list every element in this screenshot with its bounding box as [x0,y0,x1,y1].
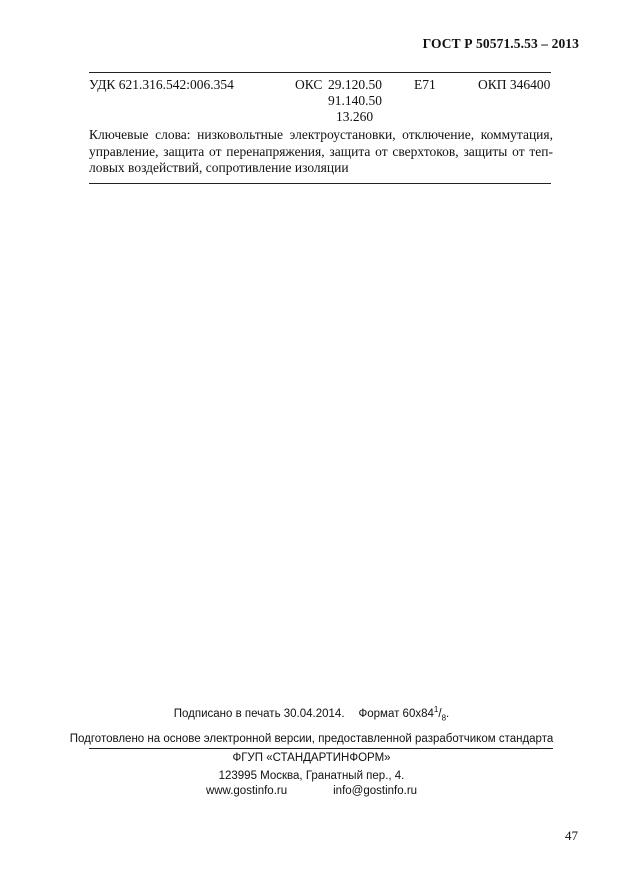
publisher-contacts [0,785,623,797]
oks-code: 29.120.50 [328,77,382,92]
prepared-note: Подготовлено на основе электронной версии, предоставленной разработчиком стандарта [69,733,554,745]
keywords-line: ловых воздействий, сопротивление изоляции [89,160,349,175]
format-info: Формат $60x84^1/_8$. [358,705,450,723]
keywords-line: управление, защита от перенапряжения, защита от сверхтоков, защиты от теп- [89,143,553,159]
oks-code: 91.140.50 [328,93,382,108]
okp-code: ОКП 346400 [478,77,551,92]
signed-date: Подписано в печать 30.04.2014. [173,707,345,720]
publisher-name: ФГУП «СТАНДАРТИНФОРМ» [232,752,391,764]
website-link[interactable]: www.gostinfo.ru [205,785,288,797]
udk-code: УДК 621.316.542:006.354 [89,77,234,92]
page-number: 47 [565,828,578,843]
oks-code: 13.260 [336,109,374,124]
keywords-line: Ключевые слова: низковольтные электроустановки, отключение, коммутация, [89,127,553,142]
oks-label: ОКС [295,77,323,92]
e-code: E71 [414,77,436,92]
signed-line [0,705,623,722]
document-header: ГОСТ Р 50571.5.53 – 2013 [422,36,579,51]
oks-codes [328,77,382,125]
keywords-paragraph [89,127,553,177]
top-divider [89,72,551,73]
bottom-divider [89,183,551,184]
email-link[interactable]: info@gostinfo.ru [333,785,418,797]
imprint-divider [89,748,553,749]
publisher-address: 123995 Москва, Гранатный пер., 4. [218,770,405,782]
